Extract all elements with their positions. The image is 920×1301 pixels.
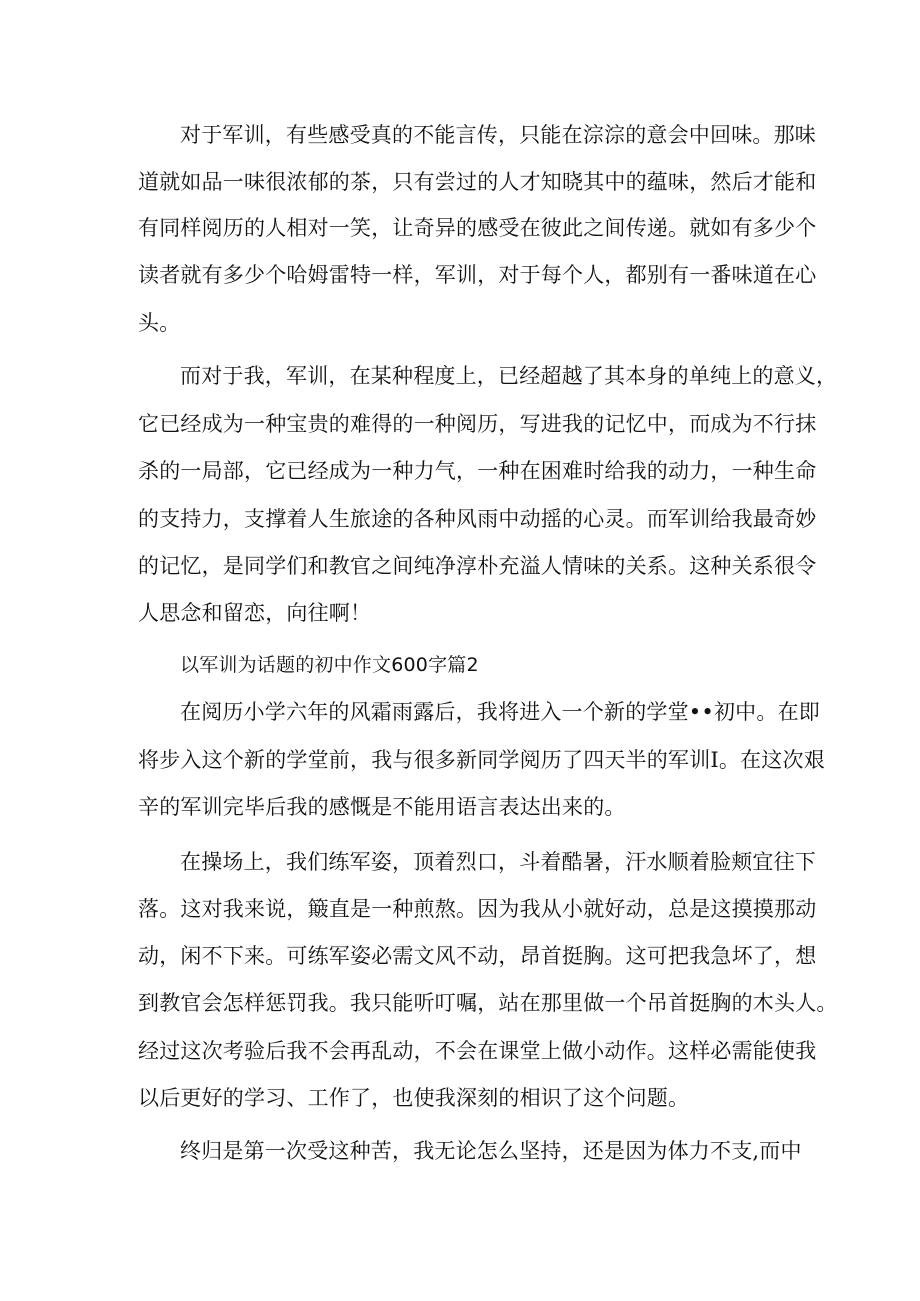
paragraph-2-line-6: 人思念和留恋，向往啊！ [138,601,372,625]
paragraph-4-line-2: 落。这对我来说，簸直是一种煎熬。因为我从小就好动，总是这摸摸那动 [138,897,817,921]
paragraph-5-line-1: 终归是第一次受这种苦，我无论怎么坚持，还是因为体力不支,而中 [180,1139,802,1163]
paragraph-1-line-1: 对于军训，有些感受真的不能言传，只能在淙淙的意会中回味。那味 [180,123,816,147]
paragraph-4-line-1: 在操场上，我们练军姿，顶着烈口，斗着酷暑，汗水顺着脸颊宜往下 [180,850,816,874]
paragraph-3-line-3: 辛的军训完毕后我的感慨是不能用语言表达出来的。 [138,795,626,819]
paragraph-3-line-1: 在阅历小学六年的风霜雨露后，我将进入一个新的学堂••初中。在即 [180,700,820,724]
paragraph-1-line-2: 道就如品一味很浓郁的茶，只有尝过的人才知晓其中的蕴味，然后才能和 [138,170,817,194]
paragraph-1-line-3: 有同样阅历的人相对一笑，让奇异的感受在彼此之间传递。就如有多少个 [138,216,817,240]
paragraph-3-line-2: 将步入这个新的学堂前，我与很多新同学阅历了四天半的军训I。在这次艰 [138,748,825,772]
paragraph-2-line-5: 的记忆，是同学们和教官之间纯净淳朴充溢人情味的关系。这种关系很令 [138,554,817,578]
paragraph-4-line-6: 以后更好的学习、工作了，也使我深刻的相识了这个问题。 [138,1086,690,1110]
paragraph-2-line-4: 的支持力，支撑着人生旅途的各种风雨中动摇的心灵。而军训给我最奇妙 [138,507,817,531]
paragraph-1-line-4: 读者就有多少个哈姆雷特一样，军训，对于每个人，都别有一番味道在心 [138,263,817,287]
paragraph-4-line-5: 经过这次考验后我不会再乱动，不会在课堂上做小动作。这样必需能使我 [138,1039,817,1063]
paragraph-4-line-3: 动，闲不下来。可练军姿必需文风不动，昂首挺胸。这可把我急坏了，想 [138,944,817,968]
section-heading: 以军训为话题的初中作文600字篇2 [180,654,479,676]
paragraph-2-line-2: 它已经成为一种宝贵的难得的一种阅历，写进我的记忆中，而成为不行抹 [138,412,817,436]
paragraph-4-line-4: 到教官会怎样惩罚我。我只能听叮嘱，站在那里做一个吊首挺胸的木头人。 [138,991,838,1015]
paragraph-2-line-3: 杀的一局部，它已经成为一种力气，一种在困难时给我的动力，一种生命 [138,459,817,483]
paragraph-1-line-5: 头。 [138,311,181,335]
paragraph-2-line-1: 而对于我，军训，在某种程度上，已经超越了其本身的单纯上的意义， [180,364,838,388]
